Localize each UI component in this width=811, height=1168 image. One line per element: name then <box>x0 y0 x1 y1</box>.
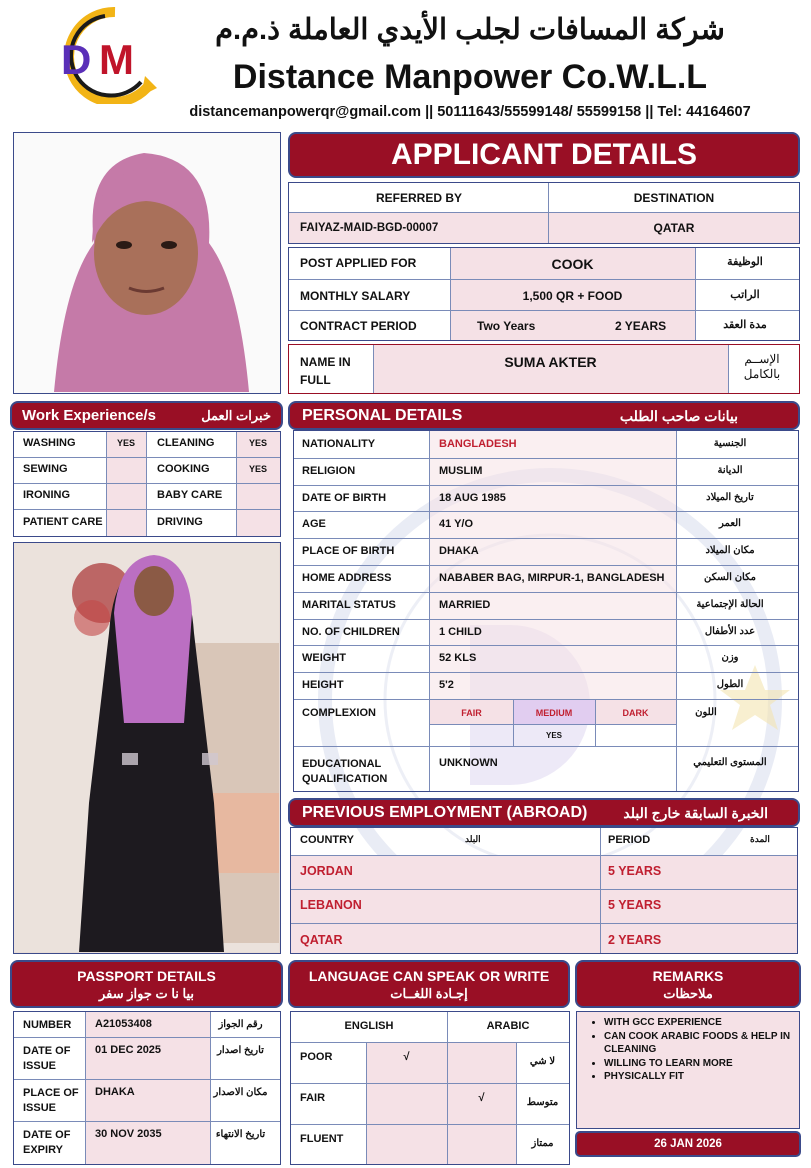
personal-label-ar: تاريخ الميلاد <box>706 492 754 503</box>
divider <box>291 889 797 890</box>
complexion-label: COMPLEXION <box>302 707 376 719</box>
period-header-ar: المدة <box>750 834 770 844</box>
remarks-list <box>590 1016 795 1084</box>
personal-label: HOME ADDRESS <box>302 572 392 584</box>
personal-label-ar: الجنسية <box>713 438 747 449</box>
post-label-ar: الوظيفة <box>727 256 763 268</box>
contract-label-ar: مدة العقد <box>723 319 767 331</box>
passport-value: 30 NOV 2035 <box>95 1128 162 1140</box>
referred-by-header: REFERRED BY <box>375 191 462 205</box>
passport-value: 01 DEC 2025 <box>95 1044 162 1056</box>
previous-employment-title-ar: الخبرة السابقة خارج البلد <box>623 805 768 821</box>
work-experience-header <box>10 401 283 430</box>
language-level-ar: ممتاز <box>531 1138 554 1149</box>
divider <box>294 672 798 673</box>
personal-label: RELIGION <box>302 465 356 477</box>
language-title: LANGUAGE CAN SPEAK OR WRITE <box>308 968 550 984</box>
passport-value: A21053408 <box>95 1018 152 1030</box>
work-skill-value: YES <box>248 464 267 474</box>
divider <box>430 724 676 725</box>
divider <box>291 923 797 924</box>
personal-value: 1 CHILD <box>439 626 482 638</box>
complexion-dark: DARK <box>622 708 649 718</box>
divider <box>14 509 280 510</box>
divider <box>291 1083 569 1084</box>
applicant-details-title <box>288 132 800 178</box>
passport-label: PLACE OF ISSUE <box>23 1087 79 1114</box>
personal-details-title: PERSONAL DETAILS <box>302 407 463 424</box>
work-skill-label: PATIENT CARE <box>23 516 103 528</box>
divider <box>294 538 798 539</box>
contract-value-years: 2 YEARS <box>615 319 667 333</box>
passport-label-ar: مكان الاصدار <box>213 1087 268 1098</box>
personal-label: PLACE OF BIRTH <box>302 545 395 557</box>
remarks-header <box>575 960 801 1008</box>
divider <box>294 511 798 512</box>
divider <box>291 1124 569 1125</box>
contract-label: CONTRACT PERIOD <box>300 319 417 333</box>
name-value: SUMA AKTER <box>504 354 597 370</box>
applicant-full-body-photo <box>13 542 281 954</box>
divider <box>294 746 798 747</box>
divider <box>291 855 797 856</box>
divider <box>291 1042 569 1043</box>
personal-value: 41 Y/O <box>439 518 474 530</box>
cell-bg <box>291 855 797 953</box>
passport-label: NUMBER <box>23 1019 72 1031</box>
previous-employment-header <box>288 798 800 827</box>
remark-item: • PHYSICALLY FIT <box>604 1070 795 1084</box>
personal-label-ar: مكان السكن <box>704 572 756 583</box>
divider <box>289 212 799 213</box>
passport-label: DATE OF ISSUE <box>23 1045 71 1072</box>
remark-item: • CAN COOK ARABIC FOODS & HELP IN CLEANING <box>604 1030 795 1057</box>
divider <box>146 432 147 536</box>
passport-title: PASSPORT DETAILS <box>77 968 216 984</box>
personal-label: MARITAL STATUS <box>302 599 396 611</box>
divider <box>14 1079 280 1080</box>
language-level-label: FLUENT <box>300 1133 344 1145</box>
previous-employment-title: PREVIOUS EMPLOYMENT (ABROAD) <box>302 804 588 821</box>
divider <box>14 1037 280 1038</box>
country-header-ar: البلد <box>465 834 481 844</box>
work-skill-label: WASHING <box>23 437 76 449</box>
personal-value: 52 KLS <box>439 652 477 664</box>
personal-label: NATIONALITY <box>302 438 376 450</box>
passport-label-ar: رقم الجواز <box>218 1019 263 1030</box>
personal-label: WEIGHT <box>302 652 346 664</box>
language-english-mark: √ <box>403 1051 410 1063</box>
work-experience-title: Work Experience/s <box>22 407 156 424</box>
personal-value: BANGLADESH <box>439 438 517 450</box>
passport-header <box>10 960 283 1008</box>
post-value: COOK <box>551 256 594 272</box>
previous-period: 5 YEARS <box>608 898 662 912</box>
company-name-arabic: شركة المسافات لجلب الأيدي العاملة ذ.م.م <box>215 14 725 46</box>
destination-value: QATAR <box>653 221 695 235</box>
work-skill-value: YES <box>248 438 267 448</box>
personal-label: HEIGHT <box>302 679 344 691</box>
work-skill-label: CLEANING <box>157 437 215 449</box>
passport-value: DHAKA <box>95 1086 135 1098</box>
complexion-fair: FAIR <box>461 708 482 718</box>
personal-value: 18 AUG 1985 <box>439 492 506 504</box>
language-arabic-header: ARABIC <box>486 1020 530 1032</box>
salary-value: 1,500 QR + FOOD <box>522 289 623 303</box>
complexion-label-ar: اللون <box>695 707 717 718</box>
divider <box>289 279 799 280</box>
language-level-ar: لا شي <box>529 1056 556 1067</box>
language-level-label: POOR <box>300 1051 333 1063</box>
applicant-details-title-text: APPLICANT DETAILS <box>390 138 698 171</box>
education-label-ar: المستوى التعليمي <box>693 757 767 768</box>
personal-label: NO. OF CHILDREN <box>302 626 400 638</box>
language-header <box>288 960 570 1008</box>
divider <box>728 345 729 393</box>
divider <box>14 1121 280 1122</box>
language-level-label: FAIR <box>300 1092 326 1104</box>
work-skill-label: SEWING <box>23 463 68 475</box>
previous-country: JORDAN <box>300 864 353 878</box>
passport-label: DATE OF EXPIRY <box>23 1129 71 1156</box>
personal-details-title-ar: بيانات صاحب الطلب <box>619 408 738 424</box>
education-value: UNKNOWN <box>439 757 498 769</box>
divider <box>14 457 280 458</box>
divider <box>289 310 799 311</box>
remark-item: • WILLING TO LEARN MORE <box>604 1057 795 1071</box>
svg-text:M: M <box>99 36 134 83</box>
destination-header: DESTINATION <box>633 191 715 205</box>
personal-value: 5'2 <box>439 679 454 691</box>
divider <box>595 700 596 746</box>
divider <box>14 483 280 484</box>
personal-label-ar: وزن <box>721 652 739 663</box>
remarks-title: REMARKS <box>652 968 724 984</box>
salary-label-ar: الراتب <box>730 289 760 301</box>
period-header: PERIOD <box>608 834 651 846</box>
referred-by-value: FAIYAZ-MAID-BGD-00007 <box>300 222 439 234</box>
personal-label: DATE OF BIRTH <box>302 492 387 504</box>
previous-period: 5 YEARS <box>608 864 662 878</box>
personal-label: AGE <box>302 518 326 530</box>
svg-text:D: D <box>61 36 92 83</box>
language-level-ar: متوسط <box>526 1097 559 1108</box>
personal-details-header <box>288 401 800 430</box>
divider <box>294 592 798 593</box>
salary-label: MONTHLY SALARY <box>300 289 411 303</box>
language-title-ar: إجـادة اللغــات <box>390 986 468 1001</box>
company-logo <box>45 4 165 104</box>
personal-label-ar: الحالة الإجتماعية <box>696 599 764 610</box>
passport-label-ar: تاريخ اصدار <box>217 1045 264 1056</box>
education-label: EDUCATIONAL QUALIFICATION <box>302 758 388 785</box>
document-date <box>575 1131 801 1157</box>
divider <box>294 619 798 620</box>
personal-value: MUSLIM <box>439 465 483 477</box>
divider <box>695 248 696 340</box>
work-skill-label: IRONING <box>23 489 71 501</box>
personal-value: NABABER BAG, MIRPUR-1, BANGLADESH <box>439 572 665 584</box>
divider <box>294 485 798 486</box>
previous-country: QATAR <box>300 933 343 947</box>
country-header: COUNTRY <box>300 834 354 846</box>
applicant-portrait-photo <box>13 132 281 394</box>
divider <box>600 828 601 953</box>
divider <box>294 645 798 646</box>
divider <box>85 1012 86 1164</box>
passport-label-ar: تاريخ الانتهاء <box>215 1129 266 1140</box>
complexion-medium: MEDIUM <box>535 708 573 718</box>
work-skill-value: YES <box>116 438 135 448</box>
previous-country: LEBANON <box>300 898 362 912</box>
post-label: POST APPLIED FOR <box>300 256 417 270</box>
work-skill-label: BABY CARE <box>157 489 223 501</box>
divider <box>294 458 798 459</box>
personal-label-ar: عدد الأطفال <box>704 626 756 637</box>
divider <box>210 1012 211 1164</box>
previous-period: 2 YEARS <box>608 933 662 947</box>
personal-label-ar: العمر <box>719 518 741 529</box>
work-skill-label: DRIVING <box>157 516 203 528</box>
personal-label-ar: الطول <box>716 679 744 690</box>
personal-label-ar: الديانة <box>717 465 743 476</box>
passport-title-ar: بيا نا ت جواز سفر <box>98 986 195 1001</box>
work-skill-label: COOKING <box>157 463 210 475</box>
remark-item: • WITH GCC EXPERIENCE <box>604 1016 795 1030</box>
personal-label-ar: مكان الميلاد <box>705 545 755 556</box>
contract-value: Two Years <box>477 319 536 333</box>
personal-value: MARRIED <box>439 599 491 611</box>
company-name-english: Distance Manpower Co.W.L.L <box>232 58 708 96</box>
document-date-text: 26 JAN 2026 <box>654 1138 722 1150</box>
name-label: NAME IN FULL <box>300 355 351 387</box>
work-experience-title-ar: خبرات العمل <box>201 408 271 423</box>
language-arabic-mark: √ <box>478 1092 485 1104</box>
name-label-ar: الإســم بالكامل <box>743 352 781 381</box>
personal-value: DHAKA <box>439 545 479 557</box>
remarks-title-ar: ملاحظات <box>663 986 713 1001</box>
complexion-mark: YES <box>545 731 562 740</box>
divider <box>294 565 798 566</box>
company-contact: distancemanpowerqr@gmail.com || 50111643/55599148/ 55599158 || Tel: 44164607 <box>189 104 751 120</box>
language-english-header: ENGLISH <box>344 1020 394 1032</box>
